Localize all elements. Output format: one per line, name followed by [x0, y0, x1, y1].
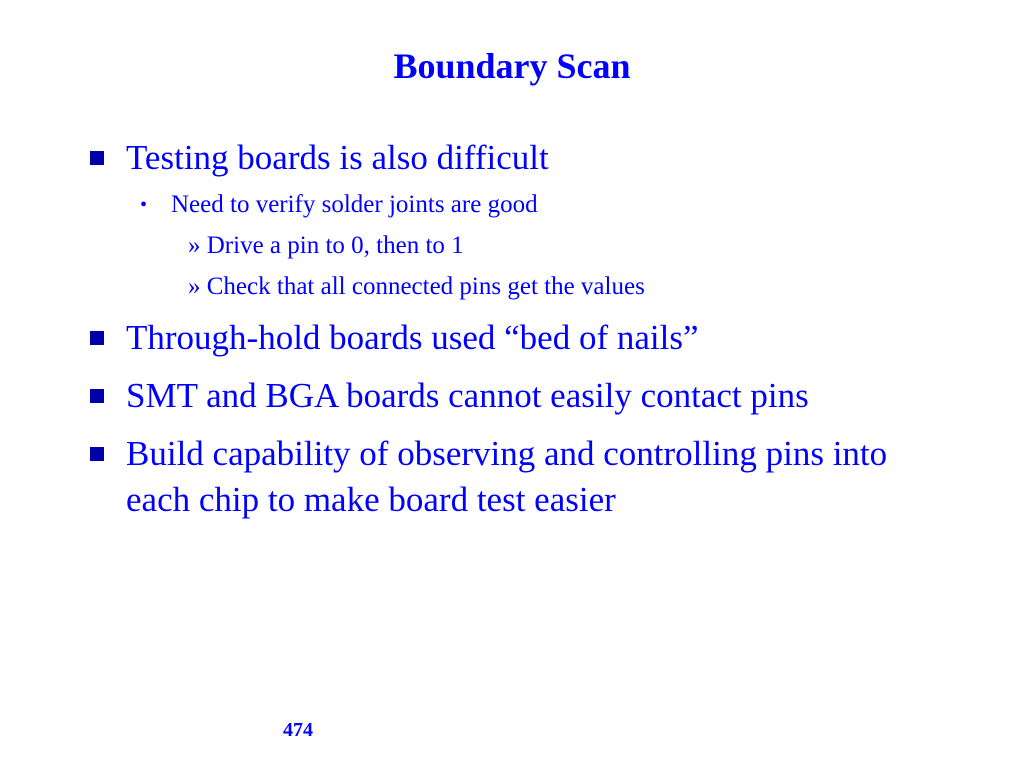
page-number: 474 — [283, 719, 313, 741]
bullet-3-text: SMT and BGA boards cannot easily contact pins — [126, 376, 809, 415]
sub-sub-bullet-1-text: » Drive a pin to 0, then to 1 — [188, 232, 464, 259]
sub-sub-bullet-2-text: » Check that all connected pins get the values — [188, 273, 645, 300]
bullet-1-text: Testing boards is also difficult — [126, 138, 549, 177]
bullet-4-text: Build capability of observing and controlling pins into each chip to make board test easier — [126, 434, 888, 519]
bullet-2-text: Through-hold boards used “bed of nails” — [126, 318, 699, 357]
square-bullet-icon — [90, 389, 104, 403]
square-bullet-icon — [90, 447, 104, 461]
square-bullet-icon — [90, 331, 104, 345]
square-bullet-icon — [90, 151, 104, 165]
dot-bullet-icon: • — [140, 194, 148, 216]
slide-title: Boundary Scan — [393, 46, 631, 86]
sub-bullet-1-text: Need to verify solder joints are good — [171, 191, 538, 218]
